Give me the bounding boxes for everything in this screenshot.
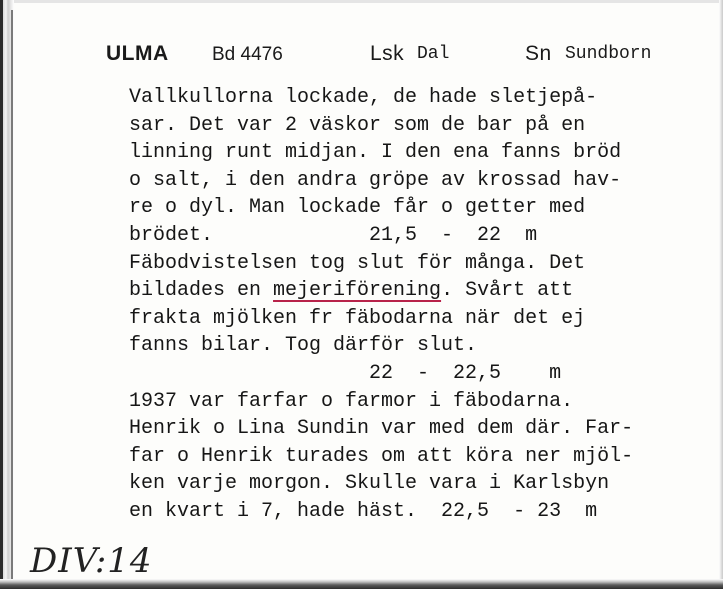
- ulma-label: ULMA: [106, 42, 169, 65]
- card-top-edge: [0, 0, 723, 3]
- handwritten-signature: DIV:14: [30, 541, 153, 581]
- sn-label: Sn: [525, 42, 552, 65]
- text-line-6-with-reference: brödet. 21,5 - 22 m: [129, 223, 538, 247]
- text-line-14: far o Henrik turades om att köra ner mjöl-: [129, 444, 634, 468]
- text-line-3: linning runt midjan. I den ena fanns bröd: [129, 141, 622, 165]
- card-header: [106, 42, 696, 76]
- text-line-13: Henrik o Lina Sundin var med dem där. Far-: [129, 417, 634, 441]
- text-line-8-start: bildades en: [129, 279, 274, 303]
- text-line-8-end: . Svårt att: [441, 279, 574, 303]
- text-line-4: o salt, i den andra gröpe av krossad hav-: [129, 168, 622, 192]
- text-line-8: [129, 277, 689, 305]
- bd-number: Bd 4476: [212, 44, 283, 65]
- text-line-15: ken varje morgon. Skulle vara i Karlsbyn: [129, 472, 610, 496]
- text-line-9: frakta mjölken fr fäbodarna när det ej: [129, 306, 586, 330]
- card-body-text: [129, 84, 689, 526]
- underlined-word-mejeriforening: mejeriförening: [273, 279, 442, 303]
- text-line-11-reference: 22 - 22,5 m: [129, 361, 562, 385]
- text-line-16-with-reference: en kvart i 7, hade häst. 22,5 - 23 m: [129, 499, 598, 523]
- card-right-edge: [719, 0, 723, 589]
- text-line-7: Fäbodvistelsen tog slut för många. Det: [129, 251, 586, 275]
- card-left-edge: [0, 0, 14, 589]
- lsk-value: Dal: [417, 44, 450, 64]
- lsk-label: Lsk: [370, 42, 405, 65]
- text-line-1: Vallkullorna lockade, de hade sletjepå-: [129, 86, 598, 109]
- text-line-12: 1937 var farfar o farmor i fäbodarna.: [129, 389, 574, 413]
- text-line-2: sar. Det var 2 väskor som de bar på en: [129, 113, 586, 137]
- sn-value: Sundborn: [565, 44, 652, 64]
- text-line-5: re o dyl. Man lockade får o getter med: [129, 196, 586, 220]
- text-line-10: fanns bilar. Tog därför slut.: [129, 334, 478, 358]
